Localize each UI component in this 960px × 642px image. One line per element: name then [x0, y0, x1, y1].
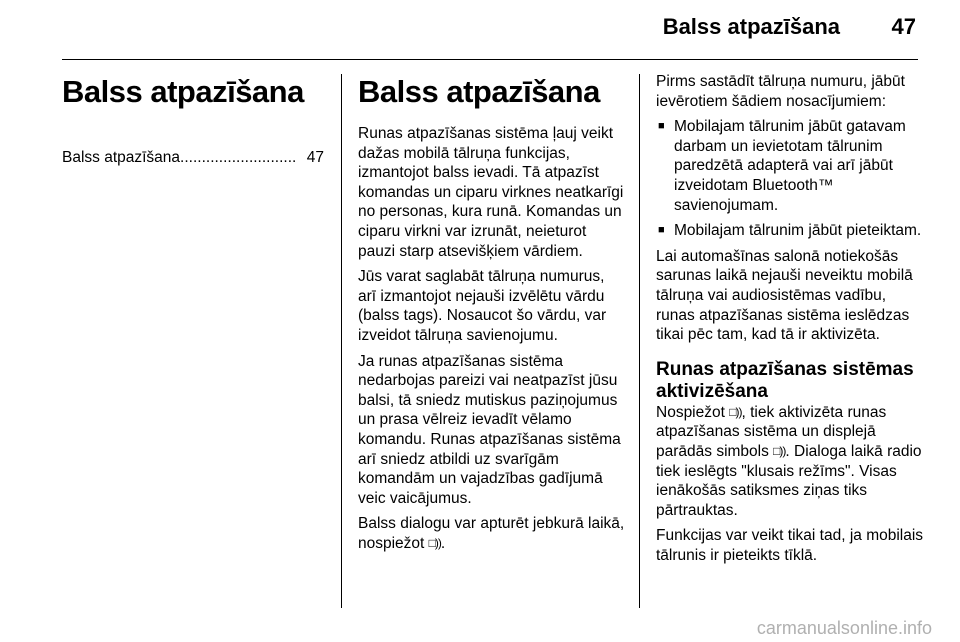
list-item-text: Mobilajam tālrunim jābūt pieteiktam.: [674, 222, 922, 240]
paragraph-voice-tag: Jūs varat saglabāt tālruņa numurus, arī izmantojot nejauši izvēlētu vārdu (balss tags). Nosaucot šo vārdu, var izveidot tālruņa savienojumu.: [358, 268, 607, 344]
toc-heading: Balss atpazīšana: [62, 74, 304, 109]
paragraph-stop-dialog: [358, 514, 626, 553]
paragraph-network: Funkcijas var veikt tikai tad, ja mobilais tālrunis ir pieteikts tīklā.: [656, 527, 924, 564]
toc-entry-page: 47: [306, 149, 324, 166]
section-heading: Balss atpazīšana: [358, 74, 600, 109]
watermark: carmanualsonline.info: [756, 618, 932, 638]
list-item: [656, 117, 926, 215]
voice-control-icon: □)): [773, 443, 786, 458]
stop-dialog-end: .: [440, 534, 446, 552]
voice-control-icon: □)): [729, 404, 742, 419]
content-column-3: [656, 72, 926, 571]
paragraph-activation-note: Lai automašīnas salonā notiekošās sarunas laikā nejauši neveiktu mobilā tālruņa vai audiosistēmas vadību, runas atpazīšanas sistēma ieslēdzas tikai pēc tam, kad tā ir aktivizēta.: [656, 247, 913, 344]
paragraph-activation: [656, 403, 926, 521]
activation-text-b: , tiek aktivizēta runas atpazīšanas sistēma un displejā parādās simbols: [656, 403, 887, 460]
column-divider-1: [341, 74, 342, 608]
toc-entry-label: Balss atpazīšana: [62, 149, 181, 166]
column-divider-2: [639, 74, 640, 608]
toc-entry[interactable]: [62, 148, 324, 168]
header-rule: [62, 59, 918, 60]
square-bullet-icon: ■: [658, 120, 665, 133]
content-column-2: [358, 72, 626, 559]
subheading-activation: Runas atpazīšanas sistēmas aktivizēšana: [656, 358, 914, 402]
paragraph-recognition-errors: Ja runas atpazīšanas sistēma nedarbojas pareizi vai neatpazīst jūsu balsi, tā sniedz mutiskus paziņojumus un prasa vēlreiz ievadīt vēlamo komandu. Runas atpazīšanas sistēma arī sniedz atbildi uz svarīgām komandām un vajadzības gadījumā veic vaicājumus.: [358, 352, 621, 507]
activation-text-a: Nospiežot: [656, 403, 725, 421]
paragraph-intro: Runas atpazīšanas sistēma ļauj veikt dažas mobilā tālruņa funkcijas, izmantojot balss ievadi. Tā atpazīst komandas un ciparu virknes neatkarīgi no personas, kura runā. Komandas un ciparu virkni var izrunāt, neieturot pauzi starp atsevišķiem vārdiem.: [358, 125, 624, 260]
list-item-text: Mobilajam tālrunim jābūt gatavam darbam un ievietotam tālrunim paredzētā adapterā vai arī jābūt izveidotam Bluetooth™ savienojumam.: [674, 118, 906, 214]
activation-text-c: . Dialoga laikā radio tiek ieslēgts "klusais režīms". Visas ienākošās satiksmes ziņas tiks pārtrauktas.: [656, 442, 922, 519]
toc-leader-dots: ...........................: [180, 149, 297, 166]
voice-control-icon: □)): [428, 535, 441, 550]
header-title: Balss atpazīšana: [662, 14, 840, 39]
paragraph-conditions: Pirms sastādīt tālruņa numuru, jābūt ievērotiem šādiem nosacījumiem:: [656, 73, 905, 110]
toc-column: [62, 72, 324, 168]
list-item: [656, 221, 926, 241]
page-number: 47: [891, 14, 916, 39]
square-bullet-icon: ■: [658, 224, 665, 237]
stop-dialog-text: Balss dialogu var apturēt jebkurā laikā, nospiežot: [358, 515, 625, 552]
